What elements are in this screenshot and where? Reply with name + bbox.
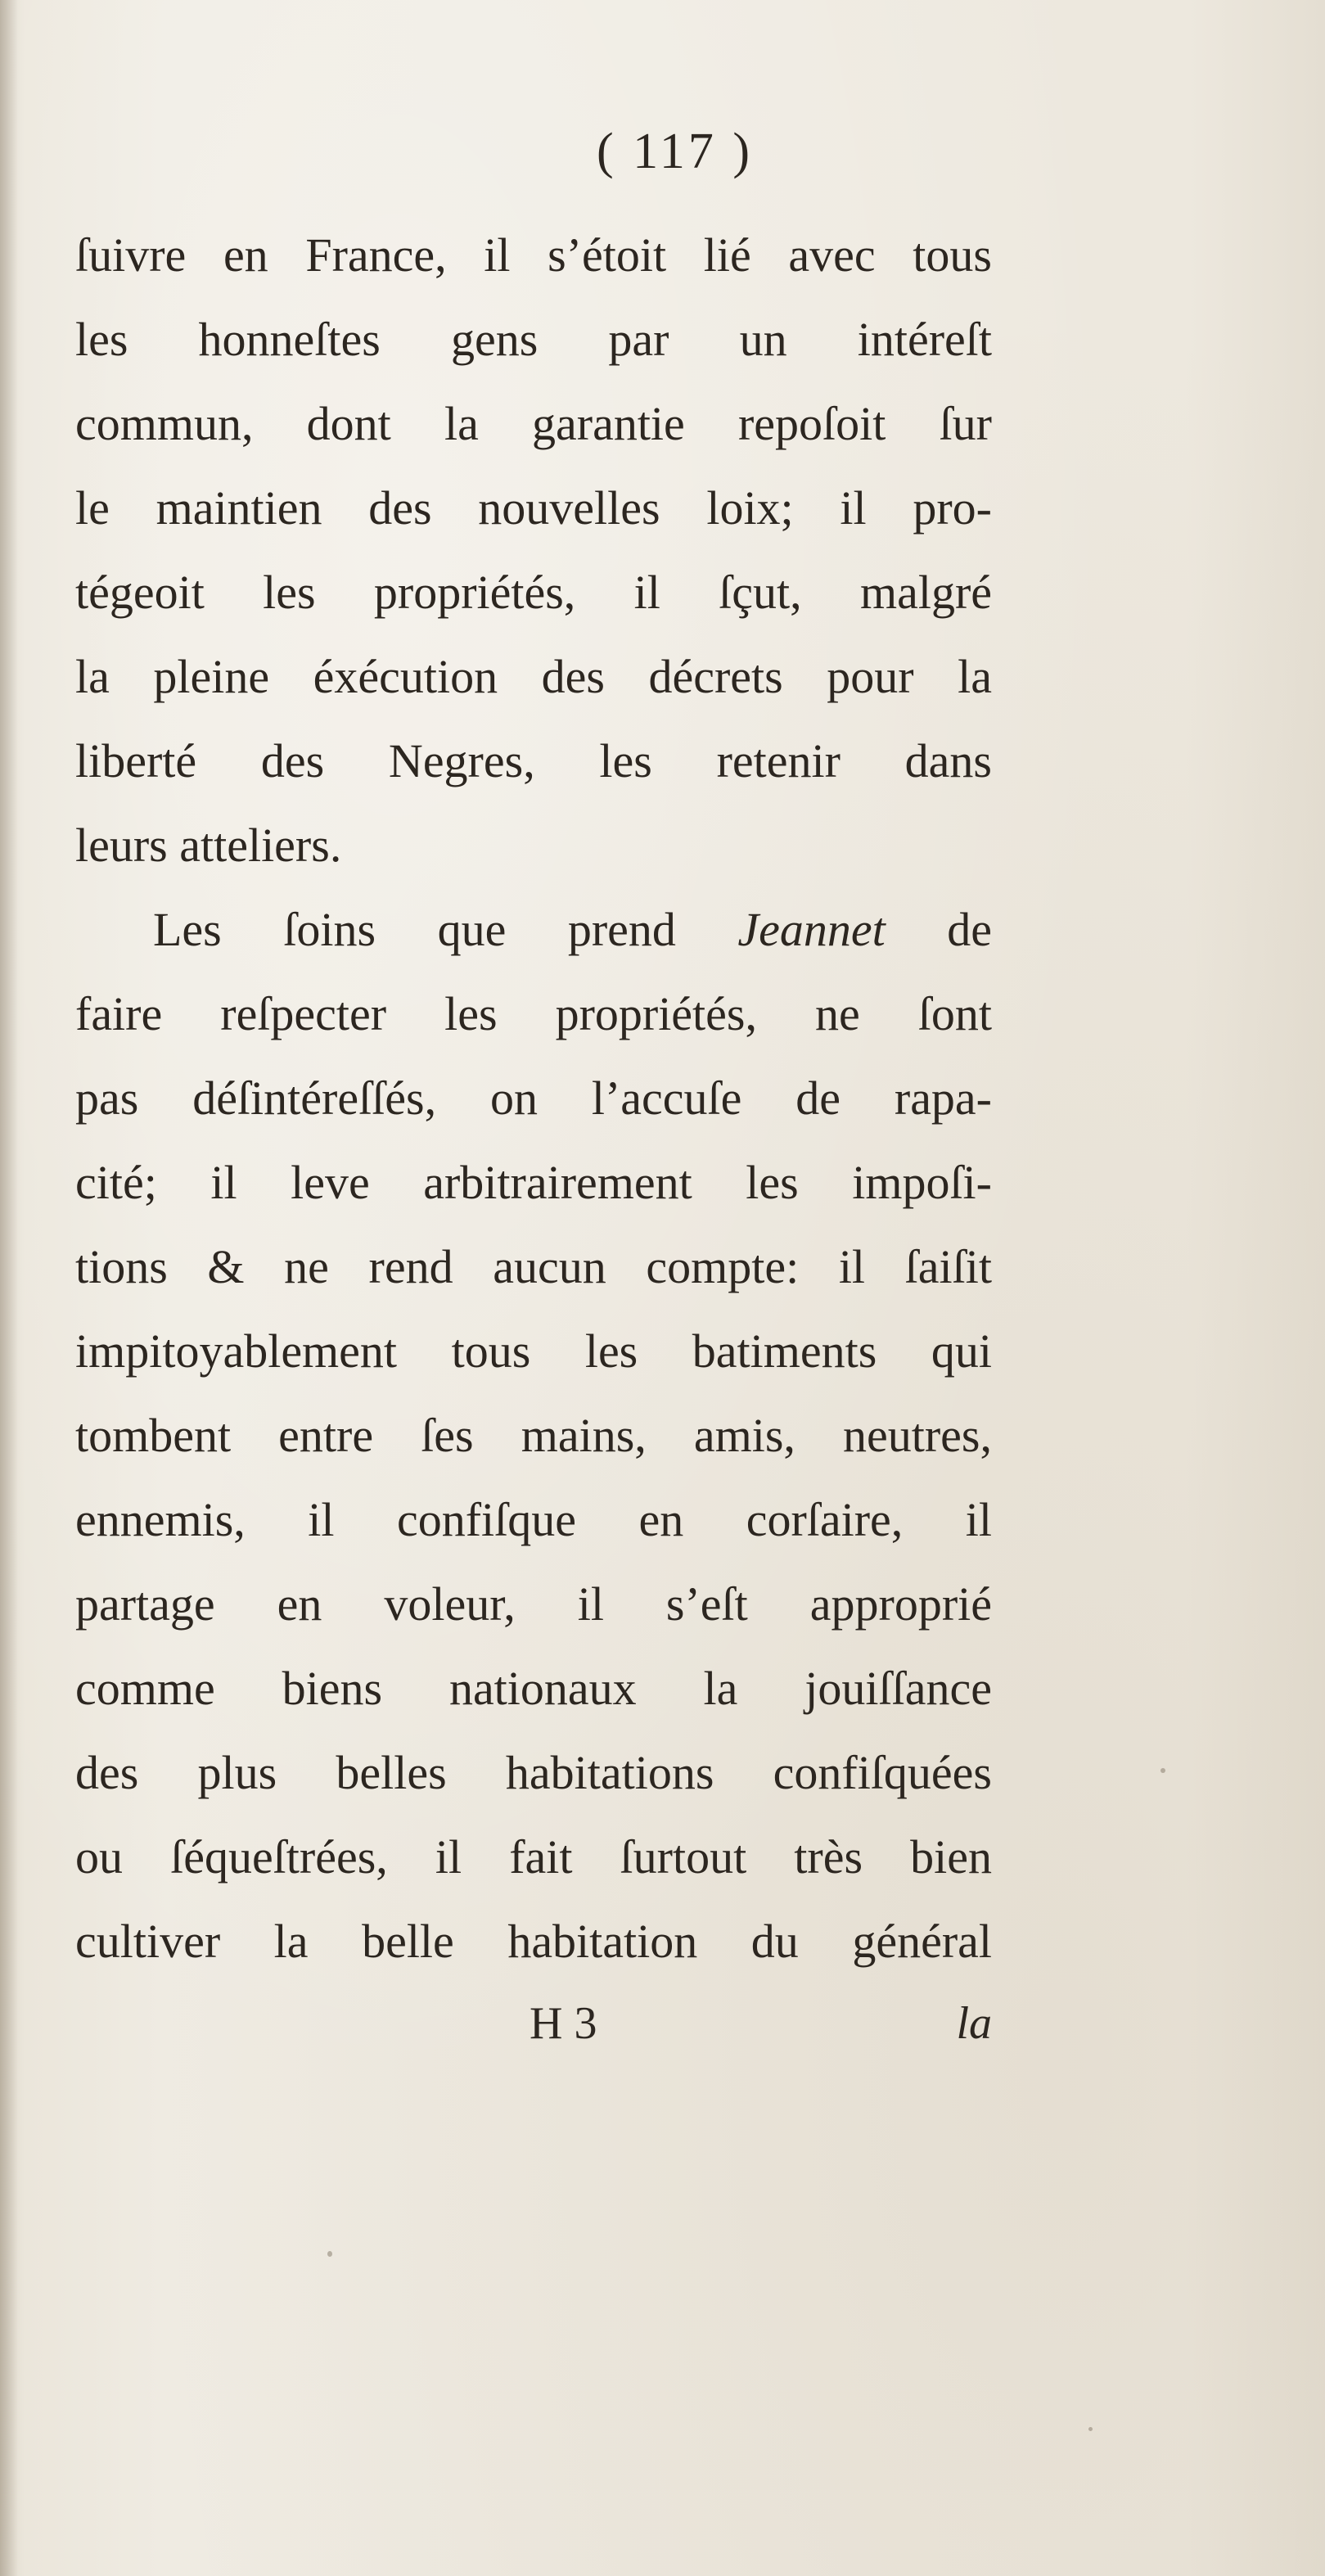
text-segment: cité; il leve arbitrairement les impoſi-	[75, 1156, 992, 1209]
text-line	[75, 550, 992, 634]
text-line	[75, 1899, 992, 1983]
text-segment: ennemis, il confiſque en corſaire, il	[75, 1493, 992, 1546]
text-segment: partage en voleur, il s’eſt approprié	[75, 1577, 992, 1631]
text-line	[75, 887, 992, 972]
signature-mark: H 3	[530, 1998, 597, 2049]
text-line	[75, 1815, 992, 1899]
text-segment: faire reſpecter les propriétés, ne ſont	[75, 987, 992, 1040]
text-segment: commun, dont la garantie repoſoit ſur	[75, 397, 992, 450]
text-segment: la pleine éxécution des décrets pour la	[75, 650, 992, 703]
text-segment: ſuivre en France, il s’étoit lié avec tous	[75, 228, 992, 282]
paper-speck	[1088, 2427, 1093, 2431]
text-line	[75, 1562, 992, 1646]
text-segment: tégeoit les propriétés, il ſçut, malgré	[75, 566, 992, 619]
text-line	[75, 1056, 992, 1140]
spine-shadow	[0, 0, 18, 2576]
text-segment: ou ſéqueſtrées, il fait ſurtout très bien	[75, 1830, 992, 1884]
paper-speck	[327, 2251, 332, 2257]
body-text	[75, 213, 992, 1983]
page-footer	[75, 1997, 992, 2063]
catchword: la	[956, 1998, 992, 2049]
text-segment: tions & ne rend aucun compte: il ſaiſit	[75, 1240, 992, 1293]
text-segment: liberté des Negres, les retenir dans	[75, 734, 992, 787]
text-segment: le maintien des nouvelles loix; il pro-	[75, 481, 992, 535]
text-segment: de	[885, 903, 993, 956]
text-line	[75, 213, 992, 297]
text-line	[75, 719, 992, 803]
text-line	[75, 1225, 992, 1309]
text-segment: pas déſintéreſſés, on l’accuſe de rapa-	[75, 1071, 992, 1125]
paper-speck	[1161, 1768, 1165, 1773]
text-segment: comme biens nationaux la jouiſſance	[75, 1662, 992, 1715]
text-segment: des plus belles habitations confiſquées	[75, 1746, 992, 1799]
text-line	[75, 466, 992, 550]
text-line	[75, 1646, 992, 1730]
page-number: ( 117 )	[597, 124, 753, 179]
text-segment: les honneſtes gens par un intéreſt	[75, 313, 992, 366]
text-segment: impitoyablement tous les batiments qui	[75, 1324, 992, 1378]
text-line	[75, 803, 992, 887]
text-line	[75, 634, 992, 719]
italic-name: Jeannet	[737, 903, 886, 956]
text-segment: cultiver la belle habitation du général	[75, 1915, 992, 1968]
text-line	[75, 1309, 992, 1393]
text-line	[75, 1730, 992, 1815]
text-line	[75, 1393, 992, 1477]
text-line	[75, 297, 992, 381]
text-segment: leurs atteliers.	[75, 819, 342, 872]
text-segment: Les ſoins que prend	[153, 903, 738, 956]
text-line	[75, 972, 992, 1056]
text-line	[75, 381, 992, 466]
text-line	[75, 1477, 992, 1562]
text-line	[75, 1140, 992, 1225]
text-segment: tombent entre ſes mains, amis, neutres,	[75, 1409, 992, 1462]
